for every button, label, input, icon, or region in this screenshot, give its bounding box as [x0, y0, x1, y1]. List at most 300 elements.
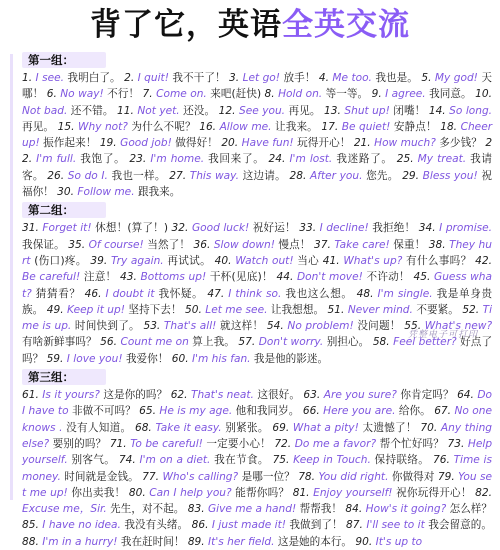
phrase-english: Enjoy yourself! [313, 486, 393, 499]
phrase-chinese: (伤口)疼。 [34, 254, 87, 267]
phrase-item [90, 255, 211, 267]
phrase-english: Not yet. [137, 104, 180, 117]
phrase-item [229, 72, 315, 84]
phrase-number: 9. [371, 88, 382, 101]
phrase-chinese: 有什么事吗？ [406, 254, 472, 267]
phrase-number: 83. [187, 503, 205, 516]
phrase-english: No way! [60, 88, 104, 101]
phrase-chinese: 闭嘴！ [393, 104, 426, 117]
phrase-number: 38. [428, 238, 446, 251]
phrase-number: 58. [372, 336, 390, 349]
phrase-chinese: 他和我同岁。 [235, 405, 300, 418]
phrase-english: So long. [449, 104, 493, 117]
phrase-number: 20. [221, 137, 239, 150]
phrase-english: Try again. [110, 254, 164, 267]
phrase-english: Follow me. [77, 186, 135, 199]
phrase-item [267, 320, 401, 332]
phrase-item [139, 405, 299, 417]
phrase-item [22, 389, 167, 401]
phrase-item [143, 320, 263, 332]
phrase-english: Good luck! [191, 222, 250, 235]
phrase-english: Of course! [88, 238, 144, 251]
phrase-number: 71. [109, 437, 127, 450]
phrase-english: Here you are. [323, 405, 396, 418]
phrase-number: 17. [321, 120, 339, 133]
phrase-english: Who's calling? [162, 470, 239, 483]
phrase-number: 77. [142, 470, 160, 483]
phrase-chinese: 您先。 [366, 169, 399, 182]
phrase-chinese: 我保证。 [22, 238, 65, 251]
phrase-item [303, 405, 431, 417]
phrase-chinese: 要别的吗？ [52, 437, 107, 450]
phrase-chinese: 是哪一位？ [241, 470, 295, 483]
phrase-item [22, 519, 188, 531]
phrase-item [290, 170, 399, 182]
phrase-item [100, 137, 218, 149]
phrase-chinese: 我也是。 [375, 72, 418, 84]
phrase-chinese: 再见。 [288, 104, 321, 117]
phrase-item [265, 88, 369, 100]
phrase-english: Keep it up! [67, 303, 125, 316]
phrase-english: That's neat. [190, 389, 254, 402]
phrase-chinese: 再见。 [22, 120, 55, 133]
phrase-number: 3. [229, 72, 240, 84]
phrase-item [47, 170, 165, 182]
phrase-chinese: 天哪！ [22, 72, 492, 101]
phrase-item [273, 454, 430, 466]
phrase-english: It's her field. [208, 535, 275, 548]
phrase-english: Slow down! [213, 238, 275, 251]
phrase-chinese: 让我想想。 [270, 303, 325, 316]
phrase-item [207, 288, 352, 300]
phrase-chinese: 慢点！ [278, 238, 311, 251]
phrase-item [274, 438, 444, 450]
phrase-english: Feel better? [393, 336, 457, 349]
phrase-english: I'm home. [150, 153, 205, 166]
phrase-item [199, 121, 318, 133]
section-label: 第一组： [22, 52, 106, 68]
phrase-item [298, 471, 434, 483]
phrase-item [142, 471, 295, 483]
phrase-english: He is my age. [159, 405, 233, 418]
phrase-english: What a pity! [292, 421, 359, 434]
phrase-chinese: 我请客。 [22, 153, 493, 182]
phrase-item [124, 72, 226, 84]
phrase-item [169, 170, 286, 182]
phrase-english: Come on. [156, 88, 207, 101]
phrase-number: 61. [22, 389, 39, 402]
phrase-english: My treat. [417, 153, 467, 166]
phrase-item [215, 255, 319, 267]
phrase-chinese: 帮个忙好吗？ [379, 437, 445, 450]
phrase-chinese: 时间就是金钱。 [64, 470, 139, 483]
phrase-number: 64. [457, 389, 474, 402]
phrase-item [57, 186, 180, 198]
phrase-item [85, 288, 204, 300]
phrase-number: 52. [462, 303, 480, 316]
phrase-number: 15. [57, 120, 75, 133]
phrase-english: Help yourself. [22, 437, 493, 467]
phrase-english: Do me a favor? [294, 437, 377, 450]
phrase-chinese: 这是她的本行。 [277, 535, 353, 548]
phrase-chinese: 我同意。 [429, 88, 472, 101]
phrase-item [192, 519, 343, 531]
phrase-number: 53. [143, 320, 161, 333]
phrase-english: Time is money. [22, 454, 492, 483]
phrase-chinese: 还不错。 [70, 104, 114, 117]
phrase-number: 45. [413, 271, 431, 284]
phrase-chinese: 没有人知道。 [66, 421, 132, 434]
phrase-chinese: 就这样！ [220, 320, 264, 333]
phrase-english: After you. [310, 169, 363, 182]
phrase-chinese: 注意！ [83, 271, 117, 284]
phrase-number: 88. [22, 535, 39, 548]
phrase-chinese: 当心 [297, 254, 320, 267]
phrase-item [188, 536, 352, 548]
phrase-number: 22. [22, 137, 493, 166]
phrase-chinese: 算上我。 [192, 336, 235, 349]
section-3 [0, 369, 500, 550]
phrase-number: 18. [440, 120, 458, 133]
print-stamp: 凭整电子可打印 [407, 330, 478, 340]
phrase-number: 1. [22, 72, 33, 84]
phrase-english: Give me a hand! [207, 503, 297, 516]
phrase-english: Can I help you? [149, 486, 232, 499]
phrase-chinese: 我不干了！ [172, 72, 226, 84]
phrase-item [117, 105, 215, 117]
phrase-number: 74. [118, 454, 136, 467]
phrase-chinese: 我没有头绪。 [124, 519, 189, 532]
section-2 [0, 202, 500, 367]
phrase-number: 79. [437, 470, 455, 483]
phrase-number: 73. [447, 437, 465, 450]
phrase-item [194, 239, 311, 251]
phrase-item [345, 503, 492, 515]
phrase-chinese: 你肯定吗？ [400, 389, 454, 402]
phrase-item [303, 389, 453, 401]
phrase-number: 31. [22, 222, 39, 235]
phrase-chinese: 怎么样？ [449, 503, 492, 516]
phrase-number: 76. [432, 454, 450, 467]
phrase-chinese: 保重！ [393, 238, 426, 251]
phrase-chinese: 好点了吗？ [22, 336, 493, 365]
phrase-item [185, 304, 324, 316]
phrase-chinese: 干杯(见底)！ [209, 271, 273, 284]
phrase-chinese: 我也一样。 [111, 169, 166, 182]
phrase-chinese: 保持联络。 [374, 454, 430, 467]
phrase-english: That's all! [163, 320, 217, 333]
phrase-english: I think so. [228, 287, 282, 300]
phrase-item [68, 239, 190, 251]
phrase-english: I quit! [137, 72, 169, 84]
phrase-number: 87. [346, 519, 363, 532]
phrase-item [129, 487, 289, 499]
phrase-number: 2. [124, 72, 135, 84]
phrase-chinese: 我怀疑。 [158, 287, 204, 300]
phrase-english: Be quiet! [341, 120, 391, 133]
phrase-number: 60. [171, 352, 189, 365]
phrase-item [120, 271, 273, 283]
phrase-english: I'll see to it [366, 519, 425, 532]
phrase-english: Keep in Touch. [293, 454, 371, 467]
phrase-chinese: 我拒绝！ [372, 222, 416, 235]
phrase-number: 67. [434, 405, 452, 418]
phrase-chinese: 放手！ [283, 72, 316, 84]
phrase-chinese: 时间快到了。 [74, 320, 140, 333]
phrase-number: 70. [420, 421, 438, 434]
phrase-chinese: 我爱你！ [125, 352, 169, 365]
phrase-number: 72. [274, 437, 292, 450]
phrase-english: Watch out! [235, 254, 294, 267]
phrase-number: 8. [264, 88, 275, 101]
phrase-number: 7. [142, 88, 153, 101]
phrase-chinese: 没问题！ [357, 320, 401, 333]
phrase-english: Allow me. [219, 120, 272, 133]
phrase-number: 14. [428, 104, 446, 117]
phrase-chinese: 我明白了。 [67, 72, 121, 84]
phrase-number: 34. [418, 222, 436, 235]
phrase-english: Let go! [242, 72, 281, 84]
phrase-item [47, 304, 182, 316]
section-label: 第三组： [22, 369, 106, 385]
phrase-english: Take it easy. [155, 421, 222, 434]
phrase-english: I love you! [66, 352, 123, 365]
phrase-chinese: 等一等。 [325, 88, 369, 101]
phrase-number: 68. [134, 421, 152, 434]
phrase-chinese: 给你。 [398, 405, 431, 418]
phrase-english: They hurt [22, 238, 492, 267]
phrase-english: I'm lost. [289, 153, 333, 166]
phrase-chinese: 你出卖我！ [71, 486, 126, 499]
phrase-item [47, 353, 169, 365]
phrase-english: Not bad. [22, 104, 68, 117]
phrase-english: Good job! [120, 137, 172, 150]
phrase-number: 47. [207, 287, 225, 300]
phrase-english: Any thing else? [22, 421, 493, 450]
phrase-chinese: 祝你玩得开心！ [396, 486, 472, 499]
phrase-english: Don't worry. [258, 336, 324, 349]
phrase-number: 48. [356, 287, 374, 300]
phrase-english: Why not? [78, 120, 128, 133]
phrase-chinese: 别担心。 [326, 336, 370, 349]
phrase-chinese: 帮帮我！ [299, 503, 343, 516]
phrase-number: 37. [313, 238, 331, 251]
phrase-english: I have no idea. [42, 519, 121, 532]
phrase-list [22, 70, 492, 200]
phrase-item [272, 422, 416, 434]
phrase-number: 26. [47, 169, 65, 182]
phrase-english: Is it yours? [42, 389, 100, 402]
phrase-number: 78. [298, 470, 316, 483]
phrase-chinese: 多少钱？ [439, 137, 482, 150]
phrase-number: 54. [266, 320, 284, 333]
phrase-english: I'm in a hurry! [42, 535, 118, 548]
phrase-item [355, 536, 422, 548]
phrase-english: Count me on [120, 336, 189, 349]
phrase-english: I'm on a diet. [139, 454, 211, 467]
phrase-item [319, 72, 418, 84]
phrase-item [47, 88, 139, 100]
phrase-chinese: 我在赶时间！ [120, 535, 185, 548]
phrase-english: I see. [35, 72, 64, 84]
phrase-item [22, 536, 184, 548]
phrase-english: Do I have to [22, 389, 492, 418]
phrase-item [354, 137, 482, 149]
title-prefix: 背了它，英语 [90, 7, 282, 43]
phrase-number: 30. [57, 186, 75, 199]
phrase-number: 90. [355, 535, 373, 548]
phrase-english: How much? [374, 137, 436, 150]
phrase-chinese: 我回来了。 [208, 153, 265, 166]
phrase-item [188, 503, 342, 515]
phrase-english: You set me up! [22, 470, 493, 499]
phrase-number: 69. [272, 421, 290, 434]
phrase-number: 80. [128, 486, 146, 499]
phrase-english: Don't move! [296, 271, 363, 284]
phrase-english: Bottoms up! [140, 271, 207, 284]
phrase-item [119, 454, 269, 466]
phrase-english: I agree. [385, 88, 426, 101]
phrase-english: Have fun! [241, 137, 294, 150]
phrase-english: I doubt it [105, 287, 155, 300]
phrase-number: 41. [322, 254, 340, 267]
phrase-english: Never mind. [347, 303, 413, 316]
phrase-number: 40. [214, 254, 232, 267]
phrase-item [219, 105, 321, 117]
phrase-chinese: 不要紧。 [416, 303, 459, 316]
phrase-chinese: 太遗憾了！ [362, 421, 417, 434]
phrase-number: 39. [90, 254, 108, 267]
phrase-number: 4. [318, 72, 329, 84]
phrase-chinese: 当然了！ [147, 238, 191, 251]
phrase-chinese: 这很好。 [257, 389, 300, 402]
phrase-item [129, 153, 264, 165]
phrase-number: 59. [46, 352, 64, 365]
phrase-item [328, 304, 459, 316]
title-highlight: 全英交流 [282, 7, 410, 43]
phrase-english: Let me see. [205, 303, 268, 316]
phrase-number: 66. [302, 405, 320, 418]
phrase-english: To be careful! [130, 437, 203, 450]
phrase-number: 19. [99, 137, 117, 150]
phrase-chinese: 有啥新鲜事吗？ [22, 336, 97, 349]
phrase-chinese: 来吧(赶快) [210, 88, 262, 101]
phrase-chinese: 这边请。 [242, 169, 286, 182]
phrase-item [171, 389, 300, 401]
phrase-item [58, 121, 196, 133]
phrase-english: Guess what? [22, 271, 492, 300]
phrase-english: Shut up! [344, 104, 390, 117]
phrase-number: 21. [353, 137, 371, 150]
phrase-number: 42. [475, 254, 493, 267]
phrase-item [324, 105, 425, 117]
phrase-english: Be careful! [22, 271, 81, 284]
phrase-number: 25. [396, 153, 414, 166]
phrase-chinese: 非做不可吗？ [71, 405, 136, 418]
phrase-number: 27. [169, 169, 187, 182]
phrase-item [346, 519, 492, 531]
phrase-english: How's it going? [365, 503, 447, 516]
phrase-number: 46. [84, 287, 102, 300]
section-label: 第二组： [22, 202, 106, 218]
phrase-number: 10. [475, 88, 492, 101]
phrase-chinese: 做得好！ [175, 137, 218, 150]
phrase-chinese: 我是单身贵族。 [22, 287, 493, 316]
phrase-number: 55. [404, 320, 422, 333]
phrase-number: 11. [117, 104, 134, 117]
phrase-item [221, 137, 350, 149]
phrase-number: 13. [324, 104, 341, 117]
phrase-number: 16. [199, 120, 217, 133]
phrase-number: 50. [185, 303, 202, 316]
phrase-english: I'm his fan. [191, 352, 251, 365]
phrase-number: 86. [191, 519, 209, 532]
phrase-number: 56. [100, 336, 117, 349]
phrase-chinese: 休想！(算了！) [95, 222, 169, 235]
phrase-number: 29. [402, 169, 420, 182]
phrase-number: 24. [268, 153, 286, 166]
phrase-item [276, 271, 409, 283]
phrase-chinese: 你做得对 [391, 470, 435, 483]
phrase-chinese: 振作起来！ [43, 137, 97, 150]
phrase-chinese: 跟我来。 [137, 186, 181, 199]
phrase-item [110, 438, 271, 450]
phrase-item [314, 239, 425, 251]
phrase-number: 43. [120, 271, 137, 284]
phrase-chinese: 我做到了！ [289, 519, 343, 532]
phrase-chinese: 一定要小心！ [206, 437, 271, 450]
phrase-number: 23. [129, 153, 147, 166]
phrase-number: 81. [292, 486, 310, 499]
phrase-chinese: 再试试。 [167, 254, 211, 267]
phrase-chinese: 我是他的影迷。 [253, 352, 329, 365]
phrase-chinese: 先生，对不起。 [110, 503, 185, 516]
phrase-english: What's up? [343, 254, 403, 267]
phrase-english: Are you sure? [323, 389, 397, 402]
phrase-chinese: 能帮你吗？ [235, 486, 290, 499]
section-1 [0, 52, 500, 200]
phrase-number: 51. [327, 303, 345, 316]
phrase-chinese: 这是你的吗？ [103, 389, 168, 402]
phrase-english: This way. [189, 169, 239, 182]
phrase-number: 35. [68, 238, 86, 251]
phrase-english: Bless you! [422, 169, 478, 182]
phrase-chinese: 不行！ [107, 88, 140, 101]
phrase-item [22, 222, 168, 234]
phrase-chinese: 坚持下去！ [128, 303, 182, 316]
phrase-english: Forget it! [42, 222, 92, 235]
phrase-english: Hold on. [278, 88, 323, 101]
phrase-english: No one knows . [22, 405, 492, 434]
phrase-chinese: 别客气。 [71, 454, 116, 467]
phrase-english: I'm full. [36, 153, 77, 166]
phrase-number: 36. [193, 238, 211, 251]
phrase-number: 75. [272, 454, 290, 467]
phrase-english: My god! [434, 72, 478, 84]
phrase-number: 49. [46, 303, 64, 316]
phrase-item [100, 336, 235, 348]
phrase-english: Time is up. [22, 303, 493, 333]
phrase-english: You did right. [318, 470, 389, 483]
phrase-number: 62. [170, 389, 188, 402]
phrase-number: 33. [299, 222, 317, 235]
phrase-english: See you. [238, 104, 286, 117]
phrase-english: Excuse me，Sir. [22, 503, 107, 516]
left-decorative-rail [10, 54, 13, 500]
phrase-number: 32. [171, 222, 189, 235]
phrase-english: I'm single. [377, 287, 433, 300]
phrase-english: It's up to [375, 535, 423, 548]
